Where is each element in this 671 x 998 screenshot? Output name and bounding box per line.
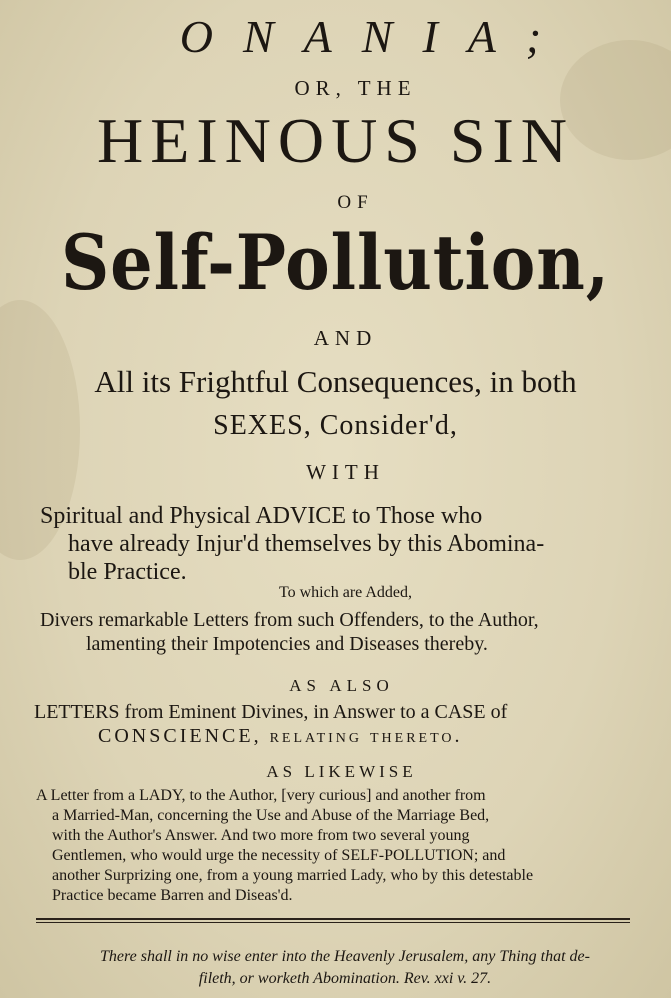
divers-line-1: Divers remarkable Letters from such Offenders, to the Author, [40,609,539,631]
sexes-considered-line: SEXES, Consider'd, [213,410,458,441]
heading-heinous-sin: HEINOUS SIN [97,105,574,176]
divers-letters-paragraph [40,608,660,656]
spiritual-line-2: have already Injur'd themselves by this Abomina- [68,531,545,557]
quote-line-1: There shall in no wise enter into the Heavenly Jerusalem, any Thing that de- [100,948,590,965]
spiritual-line-1: Spiritual and Physical ADVICE to Those who [40,503,483,529]
heading-of: OF [337,192,374,213]
title-onania: ONANIA; [179,11,572,62]
quote-line-2: fileth, or worketh Abomination. Rev. xxi v. 27. [198,970,492,987]
frightful-consequences-line: All its Frightful Consequences, in both [94,364,577,399]
spiritual-advice-paragraph [40,502,660,586]
lady-line-6: Practice became Barren and Diseas'd. [52,887,293,904]
lady-letter-paragraph [36,786,661,906]
lady-line-4: Gentlemen, who would urge the necessity of SELF-POLLUTION; and [52,847,506,864]
scripture-quote [30,946,660,990]
with-label: WITH [306,460,385,484]
divider-rule-thin [36,922,630,923]
spiritual-line-3: ble Practice. [68,559,187,585]
as-also-label: AS ALSO [289,676,394,695]
heading-self-pollution: Self-Pollution, [61,218,610,307]
subtitle-or-the: OR, THE [294,76,417,100]
lady-line-5: another Surprizing one, from a young married Lady, who by this detestable [52,867,534,884]
as-likewise-label: AS LIKEWISE [266,762,417,781]
letters-line-2: CONSCIENCE, relating thereto. [98,725,463,747]
to-which-added: To which are Added, [278,584,413,601]
lady-line-3: with the Author's Answer. And two more from two several young [52,827,470,844]
divers-line-2: lamenting their Impotencies and Diseases thereby. [86,633,488,655]
and-label: AND [313,326,378,350]
lady-line-1: A Letter from a LADY, to the Author, [very curious] and another from [36,787,486,804]
divider-rule [36,918,630,920]
letters-divines-paragraph [34,700,659,748]
lady-line-2: a Married-Man, concerning the Use and Abuse of the Marriage Bed, [52,807,490,824]
letters-line-1: LETTERS from Eminent Divines, in Answer to a CASE of [34,701,508,723]
